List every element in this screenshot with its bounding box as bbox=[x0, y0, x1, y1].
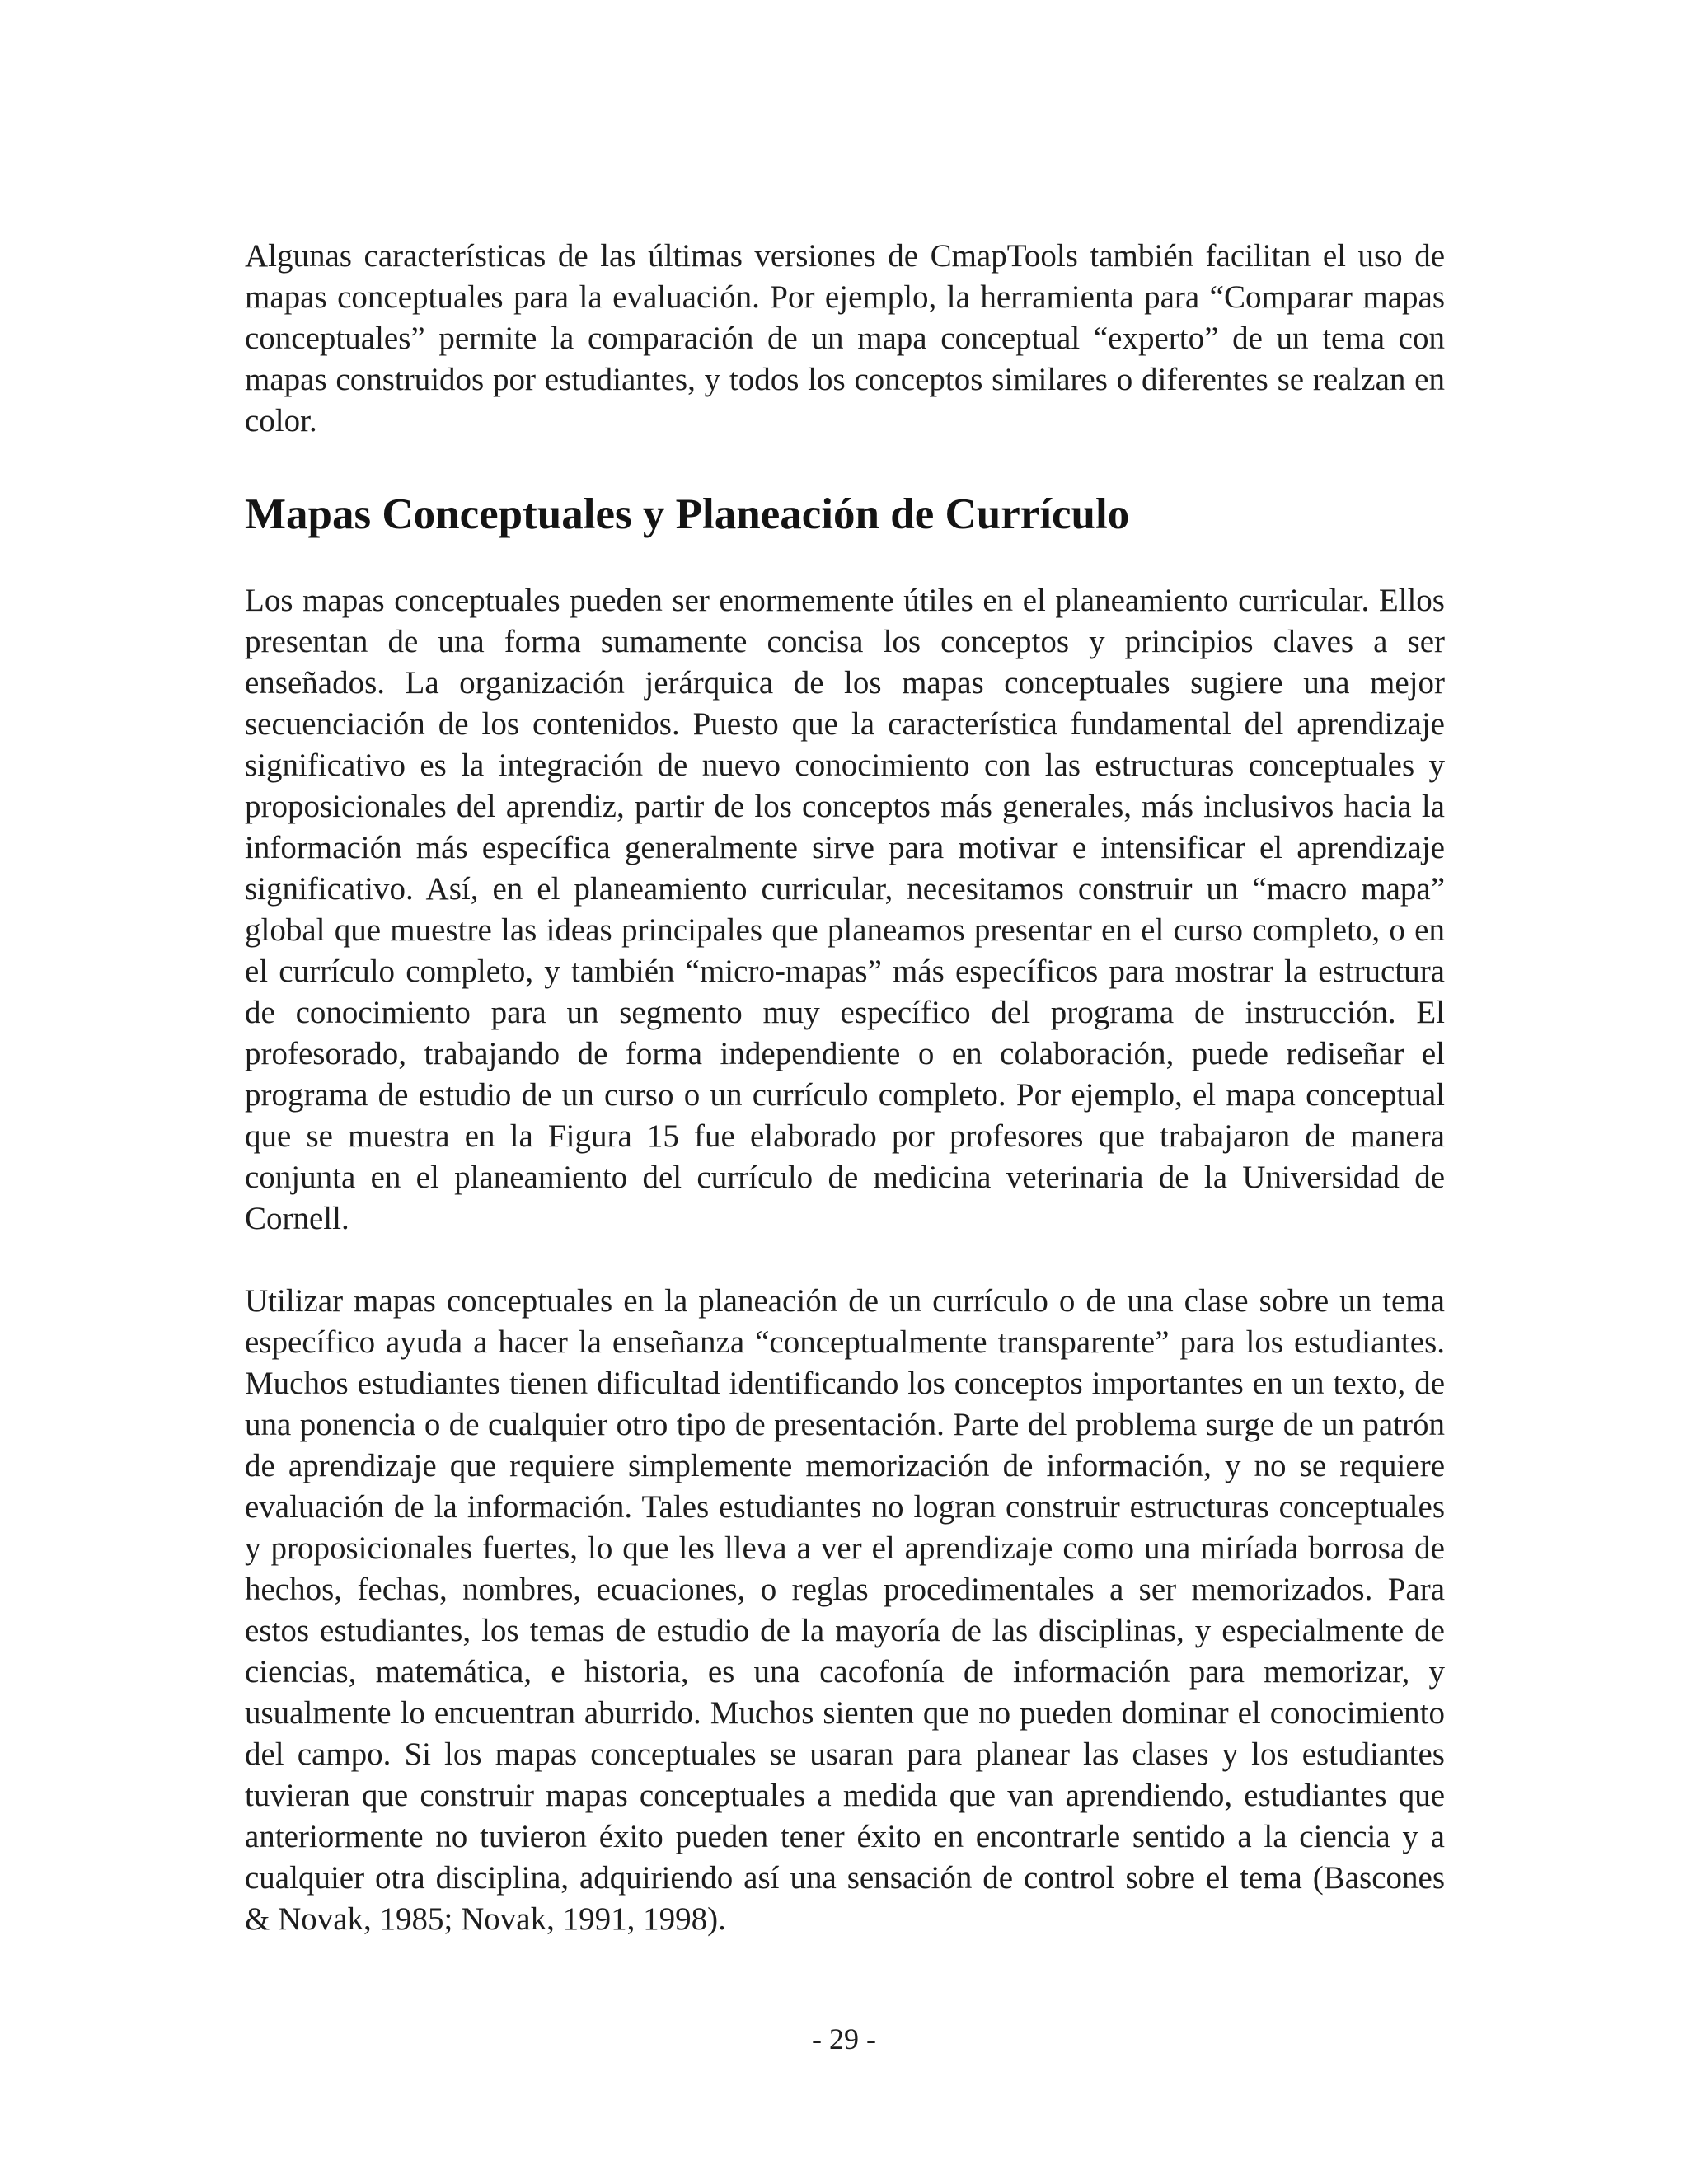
section-heading: Mapas Conceptuales y Planeación de Currículo bbox=[245, 490, 1130, 538]
paragraph-cmaptools-evaluation: Algunas características de las últimas versiones de CmapTools también facilitan el uso de mapas conceptuales para la evaluación. Por ejemplo, la herramienta para “Comparar mapas conceptuales” permite la comparación de un mapa conceptual “experto” de un tema con mapas construidos por estudiantes, y todos los conceptos similares o diferentes se realzan en color. bbox=[245, 238, 1445, 438]
paragraph-curriculum-planning: Los mapas conceptuales pueden ser enormemente útiles en el planeamiento curricular. Ellos presentan de una forma sumamente concisa los conceptos y principios claves a ser enseñados. La organización jerárquica de los mapas conceptuales sugiere una mejor secuenciación de los contenidos. Puesto que la característica fundamental del aprendizaje significativo es la integración de nuevo conocimiento con las estructuras conceptuales y proposicionales del aprendiz, partir de los conceptos más generales, más inclusivos hacia la información más específica generalmente sirve para motivar e intensificar el aprendizaje significativo. Así, en el planeamiento curricular, necesitamos construir un “macro mapa” global que muestre las ideas principales que planeamos presentar en el curso completo, o en el currículo completo, y también “micro-mapas” más específicos para mostrar la estructura de conocimiento para un segmento muy específico del programa de instrucción. El profesorado, trabajando de forma independiente o en colaboración, puede rediseñar el programa de estudio de un curso o un currículo completo. Por ejemplo, el mapa conceptual que se muestra en la Figura 15 fue elaborado por profesores que trabajaron de manera conjunta en el planeamiento del currículo de medicina veterinaria de la Universidad de Cornell. bbox=[245, 583, 1445, 1236]
page-number: - 29 - bbox=[812, 2022, 876, 2055]
page-content bbox=[245, 236, 1445, 1940]
paragraph-conceptual-transparency: Utilizar mapas conceptuales en la planeación de un currículo o de una clase sobre un tema específico ayuda a hacer la enseñanza “conceptualmente transparente” para los estudiantes. Muchos estudiantes tienen dificultad identificando los conceptos importantes en un texto, de una ponencia o de cualquier otro tipo de presentación. Parte del problema surge de un patrón de aprendizaje que requiere simplemente memorización de información, y no se requiere evaluación de la información. Tales estudiantes no logran construir estructuras conceptuales y proposicionales fuertes, lo que les lleva a ver el aprendizaje como una miríada borrosa de hechos, fechas, nombres, ecuaciones, o reglas procedimentales a ser memorizados. Para estos estudiantes, los temas de estudio de la mayoría de las disciplinas, y especialmente de ciencias, matemática, e historia, es una cacofonía de información para memorizar, y usualmente lo encuentran aburrido. Muchos sienten que no pueden dominar el conocimiento del campo. Si los mapas conceptuales se usaran para planear las clases y los estudiantes tuvieran que construir mapas conceptuales a medida que van aprendiendo, estudiantes que anteriormente no tuvieron éxito pueden tener éxito en encontrarle sentido a la ciencia y a cualquier otra disciplina, adquiriendo así una sensación de control sobre el tema (Bascones & Novak, 1985; Novak, 1991, 1998). bbox=[245, 1283, 1445, 1937]
